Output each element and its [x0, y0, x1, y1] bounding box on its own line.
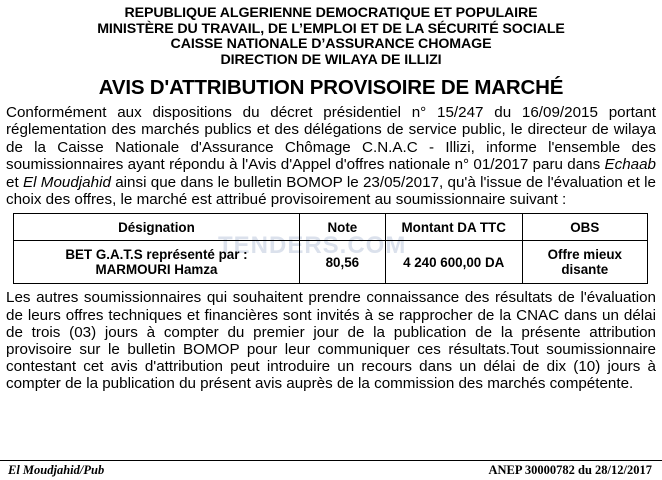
- header-montant: Montant DA TTC: [385, 214, 522, 241]
- attribution-table: [13, 213, 648, 284]
- designation-line2: MARMOURI Hamza: [95, 262, 218, 278]
- footer-newspaper: El Moudjahid: [8, 463, 80, 477]
- footer-publication: [8, 461, 104, 480]
- cell-designation: [14, 241, 300, 284]
- designation-line1: BET G.A.T.S représenté par :: [65, 247, 248, 263]
- cell-note: 80,56: [299, 241, 385, 284]
- header-line-caisse: CAISSE NATIONALE D’ASSURANCE CHOMAGE: [170, 36, 492, 52]
- footer-pub-tag: /Pub: [79, 463, 105, 477]
- intro-text-part2: et: [6, 173, 23, 191]
- newspaper-echaab: Echaab: [604, 156, 656, 174]
- header-line-ministry: MINISTÈRE DU TRAVAIL, DE L’EMPLOI ET DE LA SÉCURITÉ SOCIALE: [97, 20, 565, 37]
- header-designation: Désignation: [14, 214, 300, 241]
- header-obs: OBS: [522, 214, 647, 241]
- table-header-row: [14, 214, 648, 241]
- cell-obs: [522, 241, 647, 284]
- header-note: Note: [299, 214, 385, 241]
- institution-header: [0, 6, 662, 68]
- cell-montant: 4 240 600,00 DA: [385, 241, 522, 284]
- footer-anep-reference: ANEP 30000782 du 28/12/2017: [488, 463, 652, 477]
- closing-paragraph: Les autres soumissionnaires qui souhaitent prendre connaissance des résultats de l'évaluation de leurs offres techniques et financières sont invités à se rapprocher de la CNAC dans un délai de trois (03) jours à compter du premier jour de la publication de la présente attribution provisoire sur le bulletin BOMOP pour leur communiquer ces résultats.Tout soumissionnaire contestant cet avis d'attribution peut introduire un recours dans un délai de dix (10) jours à compter de la publication du présent avis auprès de la commission des marchés compétente.: [6, 289, 656, 393]
- notice-title: AVIS D'ATTRIBUTION PROVISOIRE DE MARCHÉ: [98, 76, 564, 99]
- header-line-direction: DIRECTION DE WILAYA DE ILLIZI: [220, 51, 442, 68]
- header-line-republic: REPUBLIQUE ALGERIENNE DEMOCRATIQUE ET POPULAIRE: [124, 5, 538, 21]
- watermark-logo: TENDERS.COM: [218, 232, 407, 259]
- obs-line2: disante: [561, 262, 609, 278]
- intro-text-part1: Conformément aux dispositions du décret présidentiel n° 15/247 du 16/09/2015 portant réglementation des marchés publics et des délégations de service public, le directeur de wilaya de la Caisse Nationale d'Assurance Chômage C.N.A.C - Illizi, informe l'ensemble des soumissionnaires ayant répondu à l'Avis d'Appel d'offres nationale n° 01/2017 paru dans: [6, 104, 656, 174]
- table-row: [14, 241, 648, 284]
- newspaper-el-moudjahid: El Moudjahid: [22, 173, 111, 191]
- intro-text-part3: ainsi que dans le bulletin BOMOP le 23/05/2017, qu'à l'issue de l'évaluation et le choix des offres, le marché est attribué provisoirement au soumissionnaire suivant :: [6, 173, 656, 209]
- obs-line1: Offre mieux: [547, 247, 622, 263]
- intro-paragraph: [6, 104, 656, 208]
- publication-footer: [0, 460, 662, 480]
